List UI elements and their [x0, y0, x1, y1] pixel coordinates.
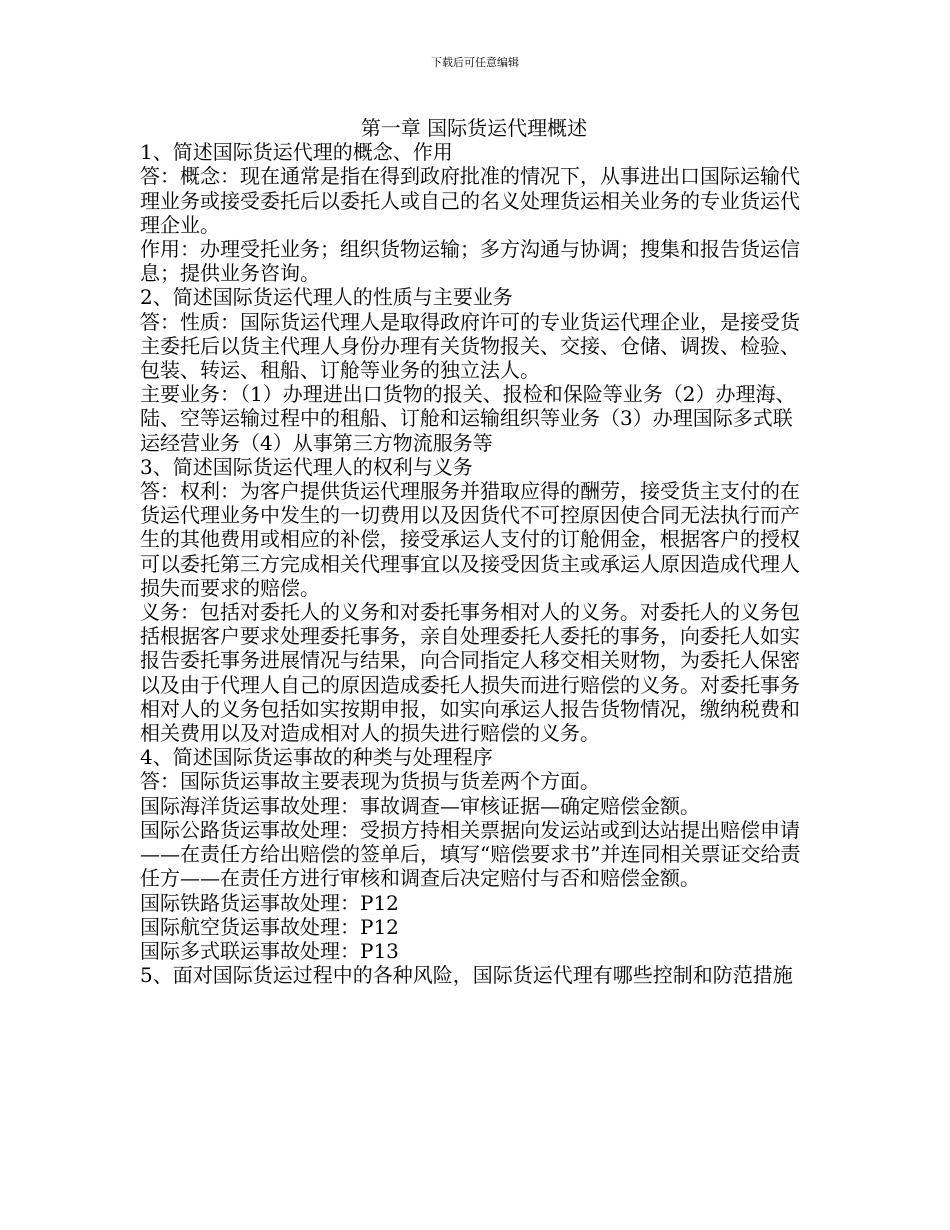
answer-paragraph: 义务：包括对委托人的义务和对委托事务相对人的义务。对委托人的义务包括根据客户要求处理委托事务，亲自处理委托人委托的事务，向委托人如实报告委托事务进展情况与结果，向合同指定人移交相关财物，为委托人保密以及由于代理人自己的原因造成委托人损失而进行赔偿的义务。对委托事务相对人的义务包括如实按期申报，如实向承运人报告货物情况，缴纳税费和相关费用以及对造成相对人的损失进行赔偿的义务。 [140, 600, 800, 746]
answer-paragraph: 答：概念：现在通常是指在得到政府批准的情况下，从事进出口国际运输代理业务或接受委托后以委托人或自己的名义处理货运相关业务的专业货运代理企业。 [140, 164, 800, 237]
question-heading-1: 1、简述国际货运代理的概念、作用 [140, 140, 453, 165]
answer-paragraph: 国际多式联运事故处理：P13 [140, 938, 399, 963]
document-body [140, 116, 808, 987]
answer-paragraph: 国际铁路货运事故处理：P12 [140, 890, 399, 915]
chapter-title: 第一章 国际货运代理概述 [360, 116, 588, 140]
answer-paragraph: 答：权利：为客户提供货运代理服务并猎取应得的酬劳，接受货主支付的在货运代理业务中发生的一切费用以及因货代不可控原因使合同无法执行而产生的其他费用或相应的补偿，接受承运人支付的订舱佣金，根据客户的授权可以委托第三方完成相关代理事宜以及接受因货主或承运人原因造成代理人损失而要求的赔偿。 [140, 479, 800, 600]
question-heading-4: 4、简述国际货运事故的种类与处理程序 [140, 745, 493, 770]
answer-paragraph: 国际公路货运事故处理：受损方持相关票据向发运站或到达站提出赔偿申请——在责任方给出赔偿的签单后，填写“赔偿要求书”并连同相关票证交给责任方——在责任方进行审核和调查后决定赔付与否和赔偿金额。 [140, 817, 801, 891]
page-header-note: 下载后可任意编辑 [431, 56, 519, 69]
answer-paragraph: 国际海洋货运事故处理：事故调查—审核证据—确定赔偿金额。 [140, 793, 700, 818]
answer-paragraph: 答：性质：国际货运代理人是取得政府许可的专业货运代理企业，是接受货主委托后以货主代理人身份办理有关货物报关、交接、仓储、调拨、检验、包装、转运、租船、订舱等业务的独立法人。 [140, 309, 800, 383]
answer-paragraph: 国际航空货运事故处理：P12 [140, 914, 399, 939]
question-heading-2: 2、简述国际货运代理人的性质与主要业务 [140, 285, 513, 310]
answer-paragraph: 作用：办理受托业务；组织货物运输；多方沟通与协调；搜集和报告货运信息；提供业务咨询。 [140, 237, 800, 286]
answer-paragraph: 答：国际货运事故主要表现为货损与货差两个方面。 [140, 769, 600, 794]
question-heading-5: 5、面对国际货运过程中的各种风险，国际货运代理有哪些控制和防范措施 [140, 963, 793, 988]
question-heading-3: 3、简述国际货运代理人的权利与义务 [140, 454, 473, 479]
answer-paragraph: 主要业务：（1）办理进出口货物的报关、报检和保险等业务（2）办理海、陆、空等运输过程中的租船、订舱和运输组织等业务（3）办理国际多式联运经营业务（4）从事第三方物流服务等 [140, 382, 796, 455]
